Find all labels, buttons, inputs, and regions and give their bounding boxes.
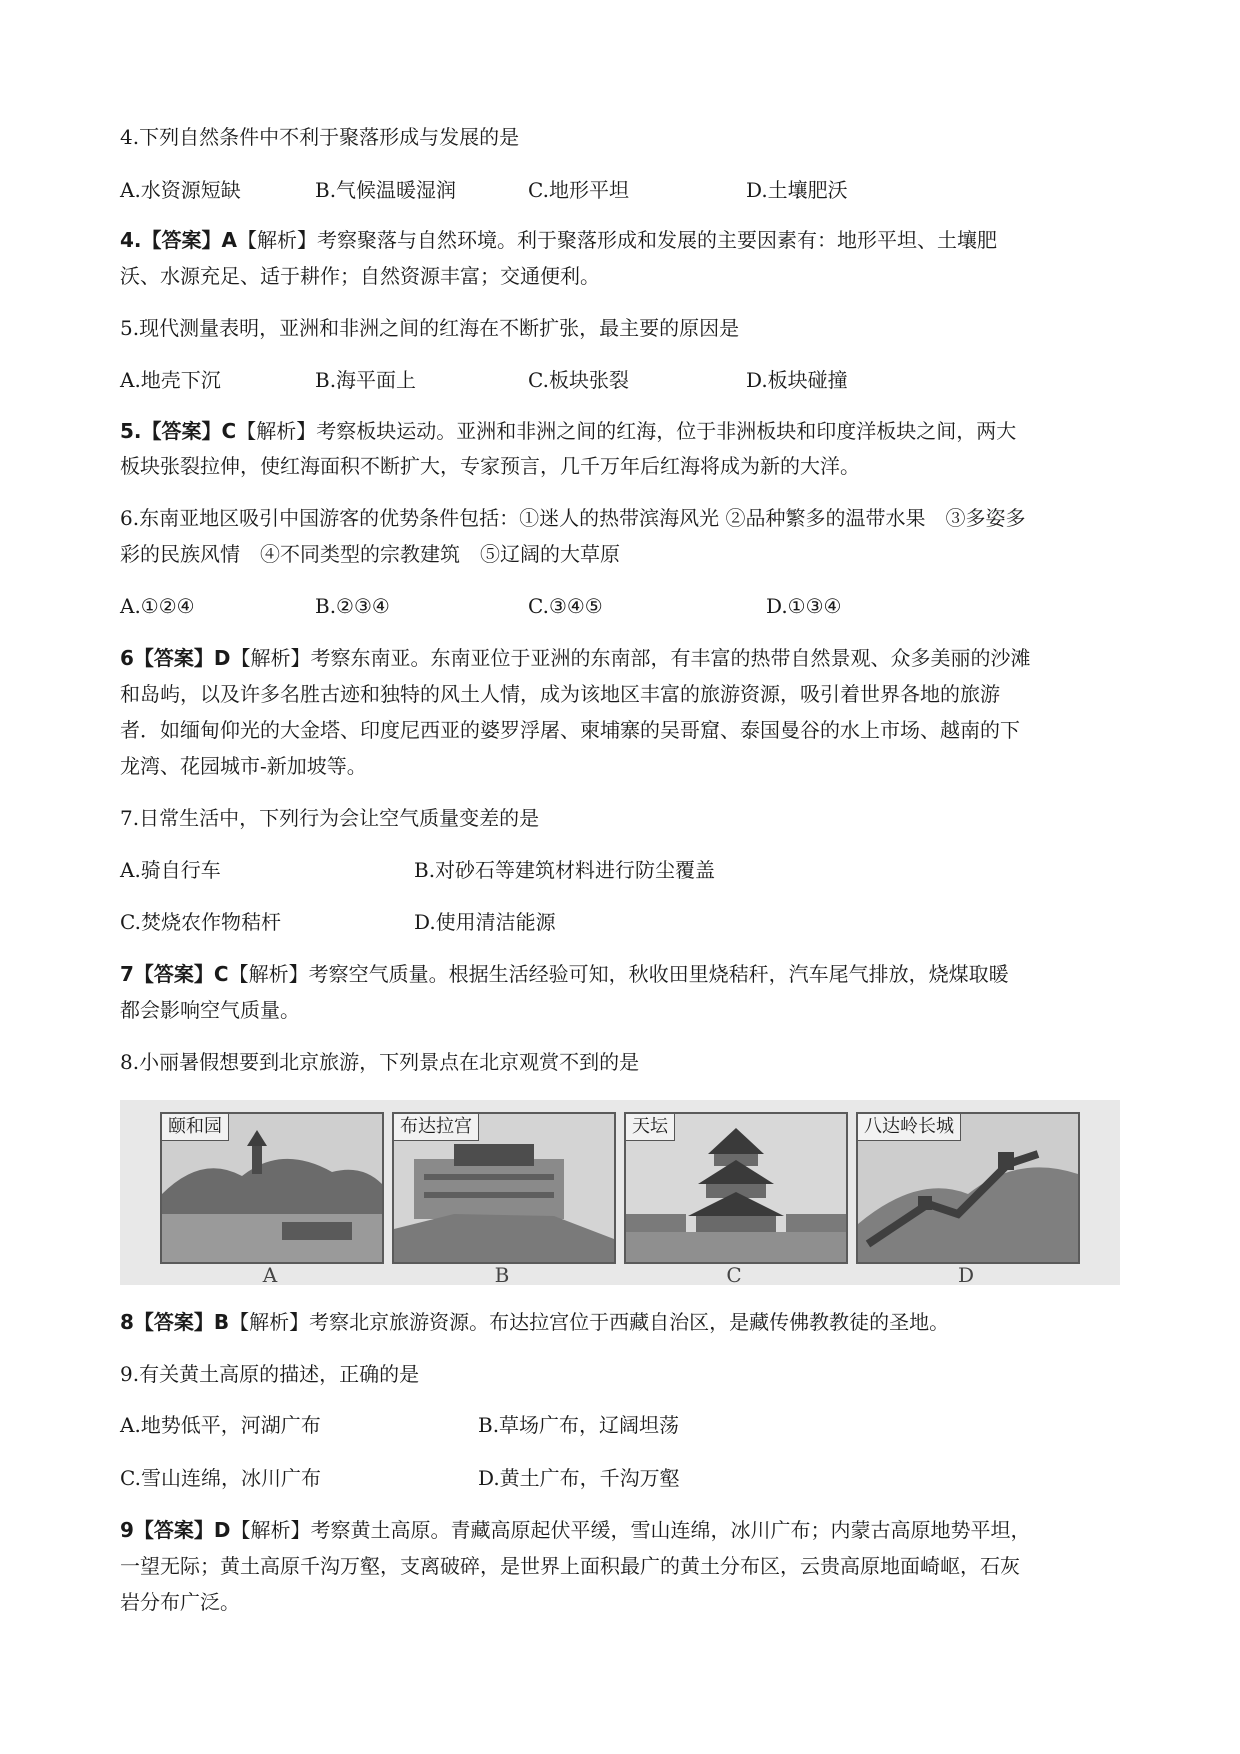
q4-analysis-1: 【解析】考察聚落与自然环境。利于聚落形成和发展的主要因素有：地形平坦、土壤肥 [237,228,997,252]
q8-caption-a: 颐和园 [162,1114,229,1141]
q5-option-a: A.地壳下沉 [120,368,221,392]
q6-option-d: D.①③④ [766,594,842,618]
q7-option-a: A.骑自行车 [120,858,221,882]
q8-analysis-1: 【解析】考察北京旅游资源。布达拉宫位于西藏自治区，是藏传佛教教徒的圣地。 [229,1310,950,1334]
q9-option-a: A.地势低平，河湖广布 [120,1413,321,1437]
q9-answer-head: 9【答案】D [120,1518,231,1542]
q5-question: 5.现代测量表明，亚洲和非洲之间的红海在不断扩张，最主要的原因是 [120,316,740,340]
q7-analysis-2: 都会影响空气质量。 [120,998,300,1022]
q9-analysis-3: 岩分布广泛。 [120,1590,240,1614]
q9-option-c: C.雪山连绵，冰川广布 [120,1466,321,1490]
q6-option-b: B.②③④ [315,594,390,618]
q5-analysis-1: 【解析】考察板块运动。亚洲和非洲之间的红海，位于非洲板块和印度洋板块之间，两大 [236,419,1017,443]
q8-caption-c: 天坛 [626,1114,675,1141]
q5-option-b: B.海平面上 [315,368,417,392]
q5-analysis-2: 板块张裂拉伸，使红海面积不断扩大，专家预言，几千万年后红海将成为新的大洋。 [120,454,860,478]
q4-answer-head: 4.【答案】A [120,228,237,252]
q8-label-c: C [726,1263,742,1287]
q8-photo-a [160,1112,384,1264]
q8-answer [120,1310,949,1334]
q4-question: 4.下列自然条件中不利于聚落形成与发展的是 [120,125,520,149]
q8-caption-d: 八达岭长城 [858,1114,961,1141]
q8-caption-b: 布达拉宫 [394,1114,479,1141]
q4-option-b: B.气候温暖湿润 [315,178,457,202]
q6-analysis-3: 者．如缅甸仰光的大金塔、印度尼西亚的婆罗浮屠、柬埔寨的吴哥窟、泰国曼谷的水上市场、越南的下 [120,718,1020,742]
q6-question-1: 6.东南亚地区吸引中国游客的优势条件包括：①迷人的热带滨海风光 ②品种繁多的温带水果 ③多姿多 [120,506,1026,530]
q9-question: 9.有关黄土高原的描述，正确的是 [120,1362,420,1386]
q6-answer [120,646,1031,670]
q9-option-d: D.黄土广布，千沟万壑 [478,1466,680,1490]
q9-analysis-1: 【解析】考察黄土高原。青藏高原起伏平缓，雪山连绵，冰川广布；内蒙古高原地势平坦， [230,1518,1031,1542]
q8-label-d: D [957,1263,975,1287]
q6-analysis-1: 【解析】考察东南亚。东南亚位于亚洲的东南部，有丰富的热带自然景观、众多美丽的沙滩 [230,646,1031,670]
q7-option-b: B.对砂石等建筑材料进行防尘覆盖 [414,858,716,882]
q7-question: 7.日常生活中，下列行为会让空气质量变差的是 [120,806,540,830]
q8-photo-c [624,1112,848,1264]
q4-option-c: C.地形平坦 [528,178,629,202]
q9-option-b: B.草场广布，辽阔坦荡 [478,1413,680,1437]
q8-label-a: A [262,1263,278,1287]
q8-label-b: B [494,1263,510,1287]
q6-answer-head: 6【答案】D [120,646,231,670]
q7-answer-head: 7【答案】C [120,962,229,986]
q6-analysis-4: 龙湾、花园城市-新加坡等。 [120,754,367,778]
q7-answer [120,962,1009,986]
q8-photo-b [392,1112,616,1264]
q5-option-c: C.板块张裂 [528,368,629,392]
q7-analysis-1: 【解析】考察空气质量。根据生活经验可知，秋收田里烧秸秆，汽车尾气排放，烧煤取暖 [228,962,1009,986]
q7-option-c: C.焚烧农作物秸杆 [120,910,281,934]
q4-option-a: A.水资源短缺 [120,178,241,202]
q5-answer [120,419,1016,443]
q8-answer-head: 8【答案】B [120,1310,230,1334]
q8-photo-d [856,1112,1080,1264]
q5-option-d: D.板块碰撞 [746,368,848,392]
q4-analysis-2: 沃、水源充足、适于耕作；自然资源丰富；交通便利。 [120,264,600,288]
q5-answer-head: 5.【答案】C [120,419,237,443]
q6-analysis-2: 和岛屿，以及许多名胜古迹和独特的风土人情，成为该地区丰富的旅游资源，吸引着世界各地的旅游 [120,682,1000,706]
q4-answer [120,228,997,252]
q6-question-2: 彩的民族风情 ④不同类型的宗教建筑 ⑤辽阔的大草原 [120,542,620,566]
q6-option-c: C.③④⑤ [528,594,603,618]
q8-question: 8.小丽暑假想要到北京旅游，下列景点在北京观赏不到的是 [120,1050,640,1074]
q4-option-d: D.土壤肥沃 [746,178,848,202]
q9-answer [120,1518,1031,1542]
q7-option-d: D.使用清洁能源 [414,910,556,934]
q8-photo-strip [120,1100,1120,1285]
q6-option-a: A.①②④ [120,594,195,618]
q9-analysis-2: 一望无际；黄土高原千沟万壑，支离破碎，是世界上面积最广的黄土分布区，云贵高原地面崎岖，石灰 [120,1554,1020,1578]
